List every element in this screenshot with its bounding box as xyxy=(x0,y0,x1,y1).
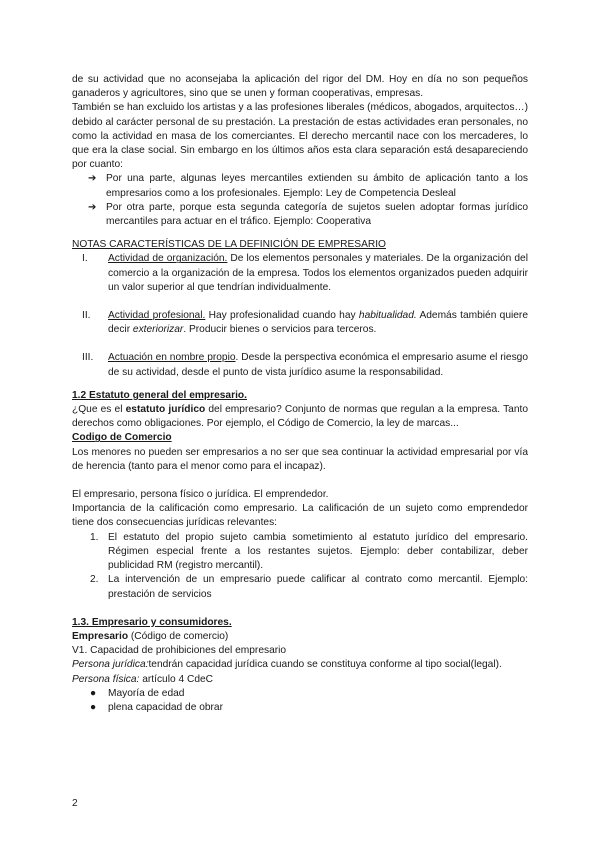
arrow-icon: ➔ xyxy=(88,173,97,185)
section-1-3-line-1 xyxy=(72,630,528,644)
item-number: II. xyxy=(82,310,91,322)
item-number: 1. xyxy=(90,531,99,543)
list-item xyxy=(72,701,528,715)
item-text: De los elementos personales y materiales. De la organización del comercio a la organización de la empresa. Todos los elementos organizados pueden adquirir un valor superior al que tendrían individualmente. xyxy=(108,253,528,293)
list-item xyxy=(72,573,528,601)
item-emphasis: Persona jurídica: xyxy=(72,659,149,671)
text-run: ¿Que es el xyxy=(72,404,126,416)
notas-heading: NOTAS CARACTERÍSTICAS DE LA DEFINICIÓN DE EMPRESARIO xyxy=(72,239,386,251)
bold-term: estatuto jurídico xyxy=(125,404,206,416)
list-item xyxy=(88,201,528,229)
notas-list xyxy=(72,351,528,379)
text-run: del empresario? Conjunto de normas que regulan a la empresa. Tanto derechos como obligaciones. Por ejemplo, el Código de Comercio, la ley de marcas... xyxy=(72,404,528,430)
item-text: Mayoría de edad xyxy=(108,687,185,699)
section-1-3-line-3 xyxy=(72,658,528,672)
item-text: Además también quiere decir xyxy=(108,310,528,336)
section-1-2-paragraph-1 xyxy=(72,403,528,431)
item-number: I. xyxy=(82,253,88,265)
item-text: Hay profesionalidad cuando hay xyxy=(205,310,359,322)
arrow-list xyxy=(88,172,528,229)
section-1-2-paragraph-2: Los menores no pueden ser empresarios a no ser que sea continuar la actividad empresarial por vía de herencia (tanto para el menor como para el incapaz). xyxy=(72,446,528,472)
page-number: 2 xyxy=(72,798,78,809)
bold-term: Empresario xyxy=(72,630,129,642)
section-1-3-line-2: V1. Capacidad de prohibiciones del empresario xyxy=(72,645,287,657)
notas-list xyxy=(72,309,528,337)
item-emphasis: exteriorizar xyxy=(132,324,184,336)
section-1-2-paragraph-3: El empresario, persona físico o jurídica. El emprendedor. xyxy=(72,489,329,501)
list-item xyxy=(72,351,528,379)
section-1-2-heading: 1.2 Estatuto general del empresario. xyxy=(72,389,247,401)
document-page xyxy=(72,73,528,715)
section-1-2-paragraph-4: Importancia de la calificación como empresario. La calificación de un sujeto como emprendedor tiene dos consecuencias jurídicas relevantes: xyxy=(72,503,528,529)
item-number: III. xyxy=(82,352,94,364)
arrow-item-text: Por otra parte, porque esta segunda categoría de sujetos suelen adoptar formas jurídico mercantiles para actuar en el tráfico. Ejemplo: Cooperativa xyxy=(106,201,528,228)
list-item xyxy=(72,309,528,337)
item-text: . Desde la perspectiva económica el empresario asume el riesgo de su actividad, desde el punto de vista jurídico asume la responsabilidad. xyxy=(108,352,528,378)
item-title: Actividad profesional. xyxy=(108,310,206,322)
notas-list xyxy=(72,252,528,295)
item-text: plena capacidad de obrar xyxy=(108,701,223,713)
arrow-item-text: Por una parte, algunas leyes mercantiles extienden su ámbito de aplicación tanto a los empresarios como a los profesionales. Ejemplo: Ley de Competencia Desleal xyxy=(106,173,528,199)
capacity-list xyxy=(72,687,528,715)
arrow-icon: ➔ xyxy=(88,201,97,213)
codigo-comercio-heading: Codigo de Comercio xyxy=(72,432,172,444)
list-item xyxy=(88,172,528,200)
item-title: Actividad de organización. xyxy=(108,253,228,265)
text-run: tendrán capacidad jurídica cuando se constituya conforme al tipo social(legal). xyxy=(148,659,502,671)
item-title: Actuación en nombre propio xyxy=(108,352,236,364)
section-1-3-line-4 xyxy=(72,673,528,687)
intro-paragraph-2: También se han excluido los artistas y a las profesiones liberales (médicos, abogados, arquitectos…) debido al carácter personal de su prestación. La prestación de estas actividades eran personales, no como la actividad en masa de los comerciantes. El derecho mercantil nace con los mercaderes, lo que era la clase social. Sin embargo en los últimos años esta clara separación está desapareciendo por cuanto: xyxy=(72,102,528,171)
item-text: El estatuto del propio sujeto cambia sometimiento al estatuto jurídico del empresario. Régimen especial frente a los restantes sujetos. Ejemplo: deber contabilizar, deber publicidad RM (registro mercantil). xyxy=(108,531,528,572)
item-emphasis: habitualidad. xyxy=(358,310,417,322)
list-item xyxy=(72,687,528,701)
text-run: artículo 4 CdeC xyxy=(139,673,214,685)
item-text: . Producir bienes o servicios para terceros. xyxy=(183,324,377,336)
item-number: 2. xyxy=(90,574,99,586)
list-item xyxy=(72,531,528,574)
item-text: La intervención de un empresario puede calificar al contrato como mercantil. Ejemplo: prestación de servicios xyxy=(108,574,528,600)
bullet-icon: ● xyxy=(90,701,97,713)
item-emphasis: Persona física: xyxy=(72,673,140,685)
consequences-list xyxy=(72,531,528,602)
text-run: (Código de comercio) xyxy=(128,630,229,642)
list-item xyxy=(72,252,528,295)
bullet-icon: ● xyxy=(90,687,97,699)
section-1-3-heading: 1.3. Empresario y consumidores. xyxy=(72,616,232,628)
intro-paragraph-1: de su actividad que no aconsejaba la aplicación del rigor del DM. Hoy en día no son pequeños ganaderos y agricultores, sino que se unen y forman cooperativas, empresas. xyxy=(72,74,528,100)
